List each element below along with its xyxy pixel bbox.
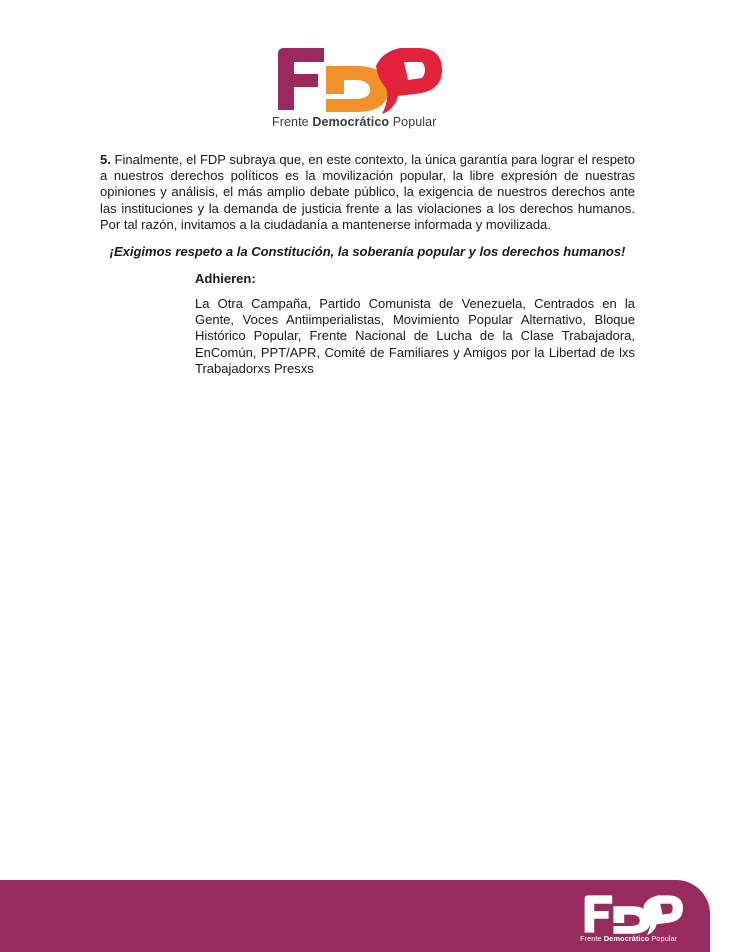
adhieren-list: La Otra Campaña, Partido Comunista de Venezuela, Centrados en la Gente, Voces Antiimperialistas, Movimiento Popular Alternativo, Bloque Histórico Popular, Frente Nacional de Lucha de la Clase Trabajadora, EnComún, PPT/APR, Comité de Familiares y Amigos por la Libertad de lxs Trabajadorxs Presxs bbox=[195, 296, 635, 376]
fdp-logo-icon bbox=[272, 44, 452, 114]
paragraph-5 bbox=[100, 152, 635, 233]
footer-logo-caption: Frente Democrático Popular bbox=[580, 934, 678, 943]
fdp-footer-logo-icon bbox=[580, 893, 690, 935]
paragraph-text: Finalmente, el FDP subraya que, en este contexto, la única garantía para lograr el respeto a nuestros derechos políticos es la movilización popular, la libre expresión de nuestras opiniones y análisis, el más amplio debate público, la exigencia de nuestros derechos ante las instituciones y la demanda de justicia frente a las violaciones a los derechos humanos. Por tal razón, invitamos a la ciudadanía a mantenerse informada y movilizada. bbox=[100, 152, 635, 232]
adhieren-heading: Adhieren: bbox=[195, 271, 256, 286]
slogan: ¡Exigimos respeto a la Constitución, la soberanía popular y los derechos humanos! bbox=[109, 244, 626, 259]
footer-logo bbox=[580, 893, 690, 943]
logo-caption: Frente Democrático Popular bbox=[272, 115, 437, 129]
header-logo bbox=[272, 44, 452, 132]
paragraph-number: 5. bbox=[100, 152, 111, 167]
